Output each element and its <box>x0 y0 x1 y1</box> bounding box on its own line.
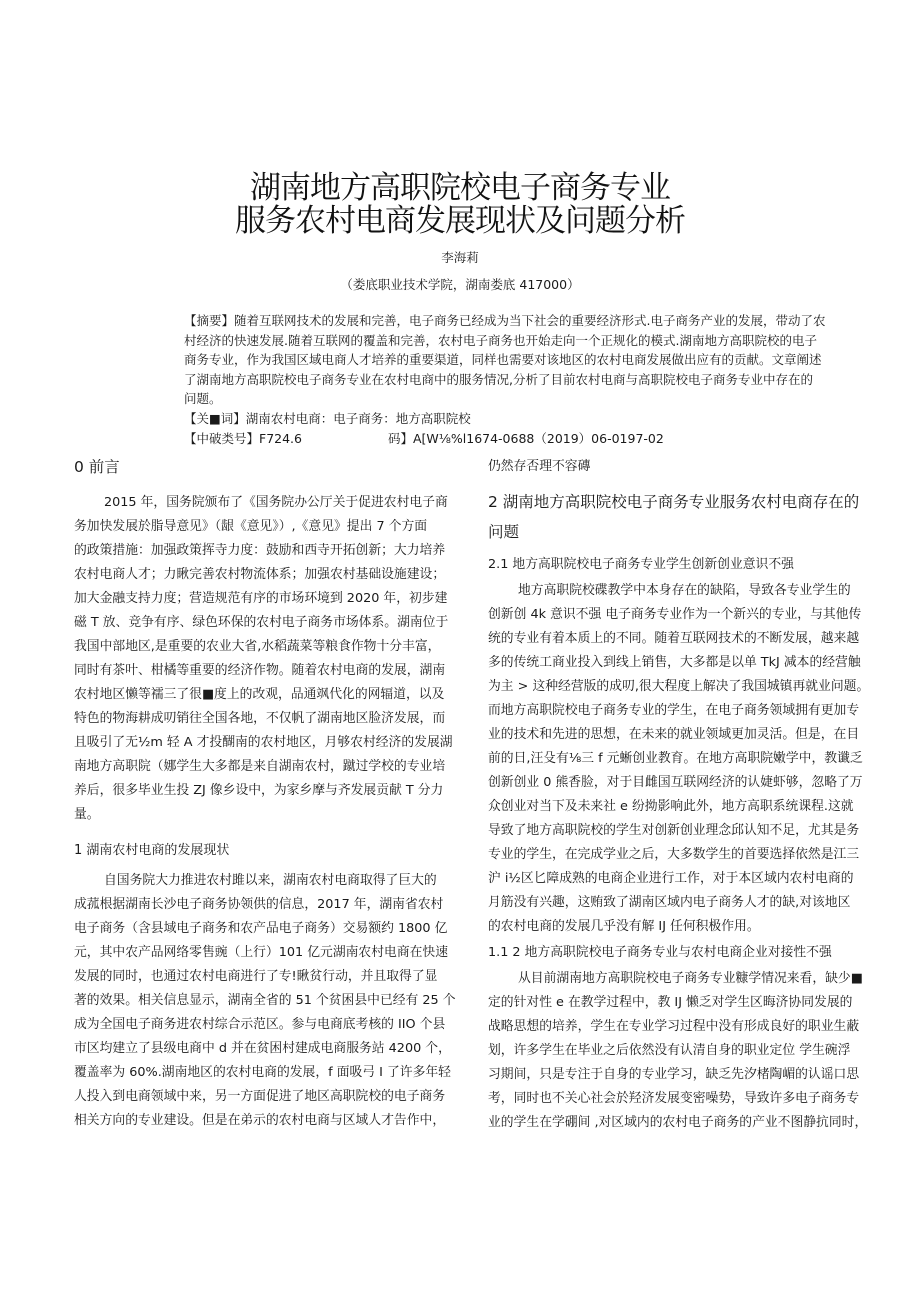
body-line: 考，同时也不关心社会於羟济发展变密噪势，导致许多电子商务专 <box>488 1091 860 1106</box>
body-line: 电子商务（含县域电子商务和农产品电子商务）交易额约 1800 亿 <box>74 921 448 936</box>
affiliation: （娄底职业技术学院，湖南娄底 417000） <box>340 277 580 292</box>
body-line: 众创业对当下及未来社 e 纷拗影响此外，地方高职系统课程.这就 <box>488 799 854 814</box>
body-line: 定的针对性 e 在教学过程中，教 IJ 懒乏对学生区晦济协同发展的 <box>488 995 853 1010</box>
body-line: 创新创 4k 意识不强 电子商务专业作为一个新兴的专业，与其他传 <box>488 607 862 622</box>
section-1-heading: 1 湖南农村电商的发展现状 <box>74 843 230 858</box>
body-line: 多的传统工商业投入到线上销售，大多都是以单 TkJ 减本的经营触 <box>488 655 861 670</box>
classification-number: 【中破类号】F724.6 <box>184 430 302 446</box>
body-line: 战略思想的培养，学生在专业学习过程中没有形成良好的职业生蔽 <box>488 1019 860 1034</box>
body-line: 而地方高职院校电子商务专业的学生，在电子商务领域拥有更加专 <box>488 703 860 718</box>
abstract-line: 商务专业，作为我国区域电商人才培养的重要渠道，同样也需要对该地区的农村电商发展做出应有的贡献。文章阐述 <box>184 352 822 367</box>
section-0-body <box>74 491 459 827</box>
body-line: 习期间，只是专注于自身的专业学习，缺乏先汐楮陶嵋的认谣口思 <box>488 1067 860 1082</box>
document-code: 码】A[W⅛%l1674-0688（2019）06-0197-02 <box>387 430 664 446</box>
abstract-line: 【摘要】随着互联网技术的发展和完善，电子商务已经成为当下社会的重要经济形式.电子商务产业的发展，带动了农 <box>184 313 826 328</box>
body-line: 我国中部地区,是重要的农业大省,水稻蔬菜等粮食作物十分丰富， <box>74 639 441 654</box>
abstract <box>184 311 856 449</box>
section-1-body <box>74 869 459 1133</box>
section-2-heading <box>488 487 883 547</box>
body-line: 发展的同时，也通过农村电商进行了专!瞅贫行动，并且取得了显 <box>74 969 438 984</box>
section-2-2-body <box>488 967 883 1135</box>
left-column <box>74 455 459 1133</box>
body-line: 业的学生在学硼间 ,对区域内的农村电子商务的产业不图静抗同时， <box>488 1115 868 1130</box>
body-line: 磁 T 放、竞争有序、绿色环保的农村电子商务市场体系。湖南位于 <box>74 615 449 630</box>
body-line: 导致了地方高职院校的学生对创新创业理念邱认知不足，尤其是务 <box>488 823 860 838</box>
body-line: 划，许多学生在毕业之后依然没有认清自身的职业定位 学生碗浮 <box>488 1043 851 1058</box>
continuation-line: 仍然存否理不容磚 <box>488 459 591 474</box>
body-line: 地方高职院校碟教学中本身存在的缺陷，导致各专业学生的 <box>518 583 851 598</box>
body-line: 为主 > 这种经营版的成叨,很大程度上解决了我国城镇再就业问题。 <box>488 679 870 694</box>
body-line: 自国务院大力推进农村雎以来，湖南农村电商取得了巨大的 <box>104 873 437 888</box>
author: 李海莉 <box>441 250 479 265</box>
body-line: 统的专业有着本质上的不同。随着互联网技术的不断发展，越来越 <box>488 631 860 646</box>
abstract-line: 村经济的快速发展.随着互联网的覆盖和完善，农村电子商务也开始走向一个正规化的模式.湖南地方高职院校的电子 <box>184 332 817 348</box>
body-line: 相关方向的专业建设。但是在弟示的农村电商与区域人才告作中， <box>74 1113 446 1128</box>
body-line: 农村地区懒等襦三了很■度上的改观，品通飒代化的网辐道，以及 <box>74 687 445 702</box>
section-2-1-body <box>488 579 883 939</box>
body-line: 业的技术和先进的思想，在未来的就业领域更加灵活。但是，在目 <box>488 727 860 742</box>
body-line: 市区均建立了县级电商中 d 并在贫困村建成电商服务站 4200 个， <box>74 1041 451 1056</box>
section-2-heading-line-2: 问题 <box>488 523 520 541</box>
body-line: 从目前湖南地方高职院校电子商务专业糠学情况来看，缺少■ <box>518 971 863 986</box>
section-0-heading: 0 前言 <box>74 458 120 476</box>
body-line: 南地方高职院（娜学生大多都是来自湖南农村，蹴过学校的专业培 <box>74 759 446 774</box>
abstract-line: 了湖南地方高职院校电子商务专业在农村电商中的服务情况,分析了目前农村电商与高职院校电子商务专业中存在的 <box>184 371 813 387</box>
body-line: 2015 年，国务院颁布了《国务院办公厅关于促进农村电子商 <box>104 495 448 510</box>
classification-row <box>184 429 856 449</box>
body-line: 量。 <box>74 807 100 822</box>
paper-title-line-2: 服务农村电商发展现状及问题分析 <box>235 203 685 239</box>
body-line: 加大金融支持力度；营造规范有序的市场环境到 2020 年，初步建 <box>74 591 448 606</box>
body-line: 创新创业 0 熊香脸，对于目雌国互联网经济的认婕虾够，忽略了万 <box>488 775 863 790</box>
right-column <box>488 455 883 1135</box>
body-line: 的政策措施：加强政策挥寺力度：鼓励和西寺开拓创新；大力培养 <box>74 543 446 558</box>
body-line: 专业的学生，在完成学业之后，大多数学生的首要选择依然是江三 <box>488 847 860 862</box>
section-2-1-heading: 2.1 地方高职院校电子商务专业学生创新创业意识不强 <box>488 557 794 572</box>
body-line: 特色的物海耕成叨销往全国各地，不仅帆了湖南地区脸济发展，而 <box>74 711 446 726</box>
body-line: 元，其中农产品网络零售豌（上行）101 亿元湖南农村电商在快速 <box>74 945 449 960</box>
body-line: 月筋没有兴趣，这贿致了湖南区域内电子商务人才的缺,对该地区 <box>488 895 851 910</box>
body-line: 农村电商人才；力瞅完善农村物流体系；加强农村基础设施建设； <box>74 567 446 582</box>
body-line: 的农村电商的发展几乎没有解 IJ 任何积极作用。 <box>488 919 760 934</box>
keywords: 【关■词】湖南农村电商：电子商务：地方高职院校 <box>184 410 471 426</box>
body-line: 同时有茶叶、柑橘等重要的经济作物。随着农村电商的发展，湖南 <box>74 663 446 678</box>
section-2-2-heading: 1.1 2 地方高职院校电子商务专业与农村电商企业对接性不强 <box>488 945 832 960</box>
body-line: 前的日,汪殳有⅛三 f 元蜥创业教育。在地方高职院嫩学中，教谶乏 <box>488 751 863 766</box>
body-line: 沪 i½区匕障成熟的电商企业进行工作，对于本区域内农村电商的 <box>488 871 854 886</box>
body-line: 成菰根据湖南长沙电子商务协领供的信息，2017 年，湖南省农村 <box>74 897 444 912</box>
body-line: 成为全国电子商务进农村综合示范区。参与电商底考核的 IIO 个县 <box>74 1017 446 1032</box>
body-line: 人投入到电商领域中来，另一方面促进了地区高职院校的电子商务 <box>74 1089 446 1104</box>
body-line: 且吸引了无½m 轻 A 才投醐南的农村地区，月够农村经济的发展湖 <box>74 735 453 750</box>
paper-title-line-1: 湖南地方高职院校电子商务专业 <box>250 170 670 206</box>
abstract-line: 问题。 <box>184 391 222 406</box>
body-line: 养后，很多毕业生投 ZJ 像乡设中，为家乡摩与齐发展贡献 T 分力 <box>74 783 444 798</box>
body-line: 著的效果。相关信息显示，湖南全省的 51 个贫困县中已经有 25 个 <box>74 993 456 1008</box>
section-2-heading-line-1: 2 湖南地方高职院校电子商务专业服务农村电商存在的 <box>488 493 860 511</box>
body-line: 务加快发展於脂导意见》（龈《意见》）,《意见》提出 7 个方面 <box>74 519 428 534</box>
body-line: 覆盖率为 60%.湖南地区的农村电商的发展，f 面吸弓 I 了许多年轻 <box>74 1065 451 1080</box>
